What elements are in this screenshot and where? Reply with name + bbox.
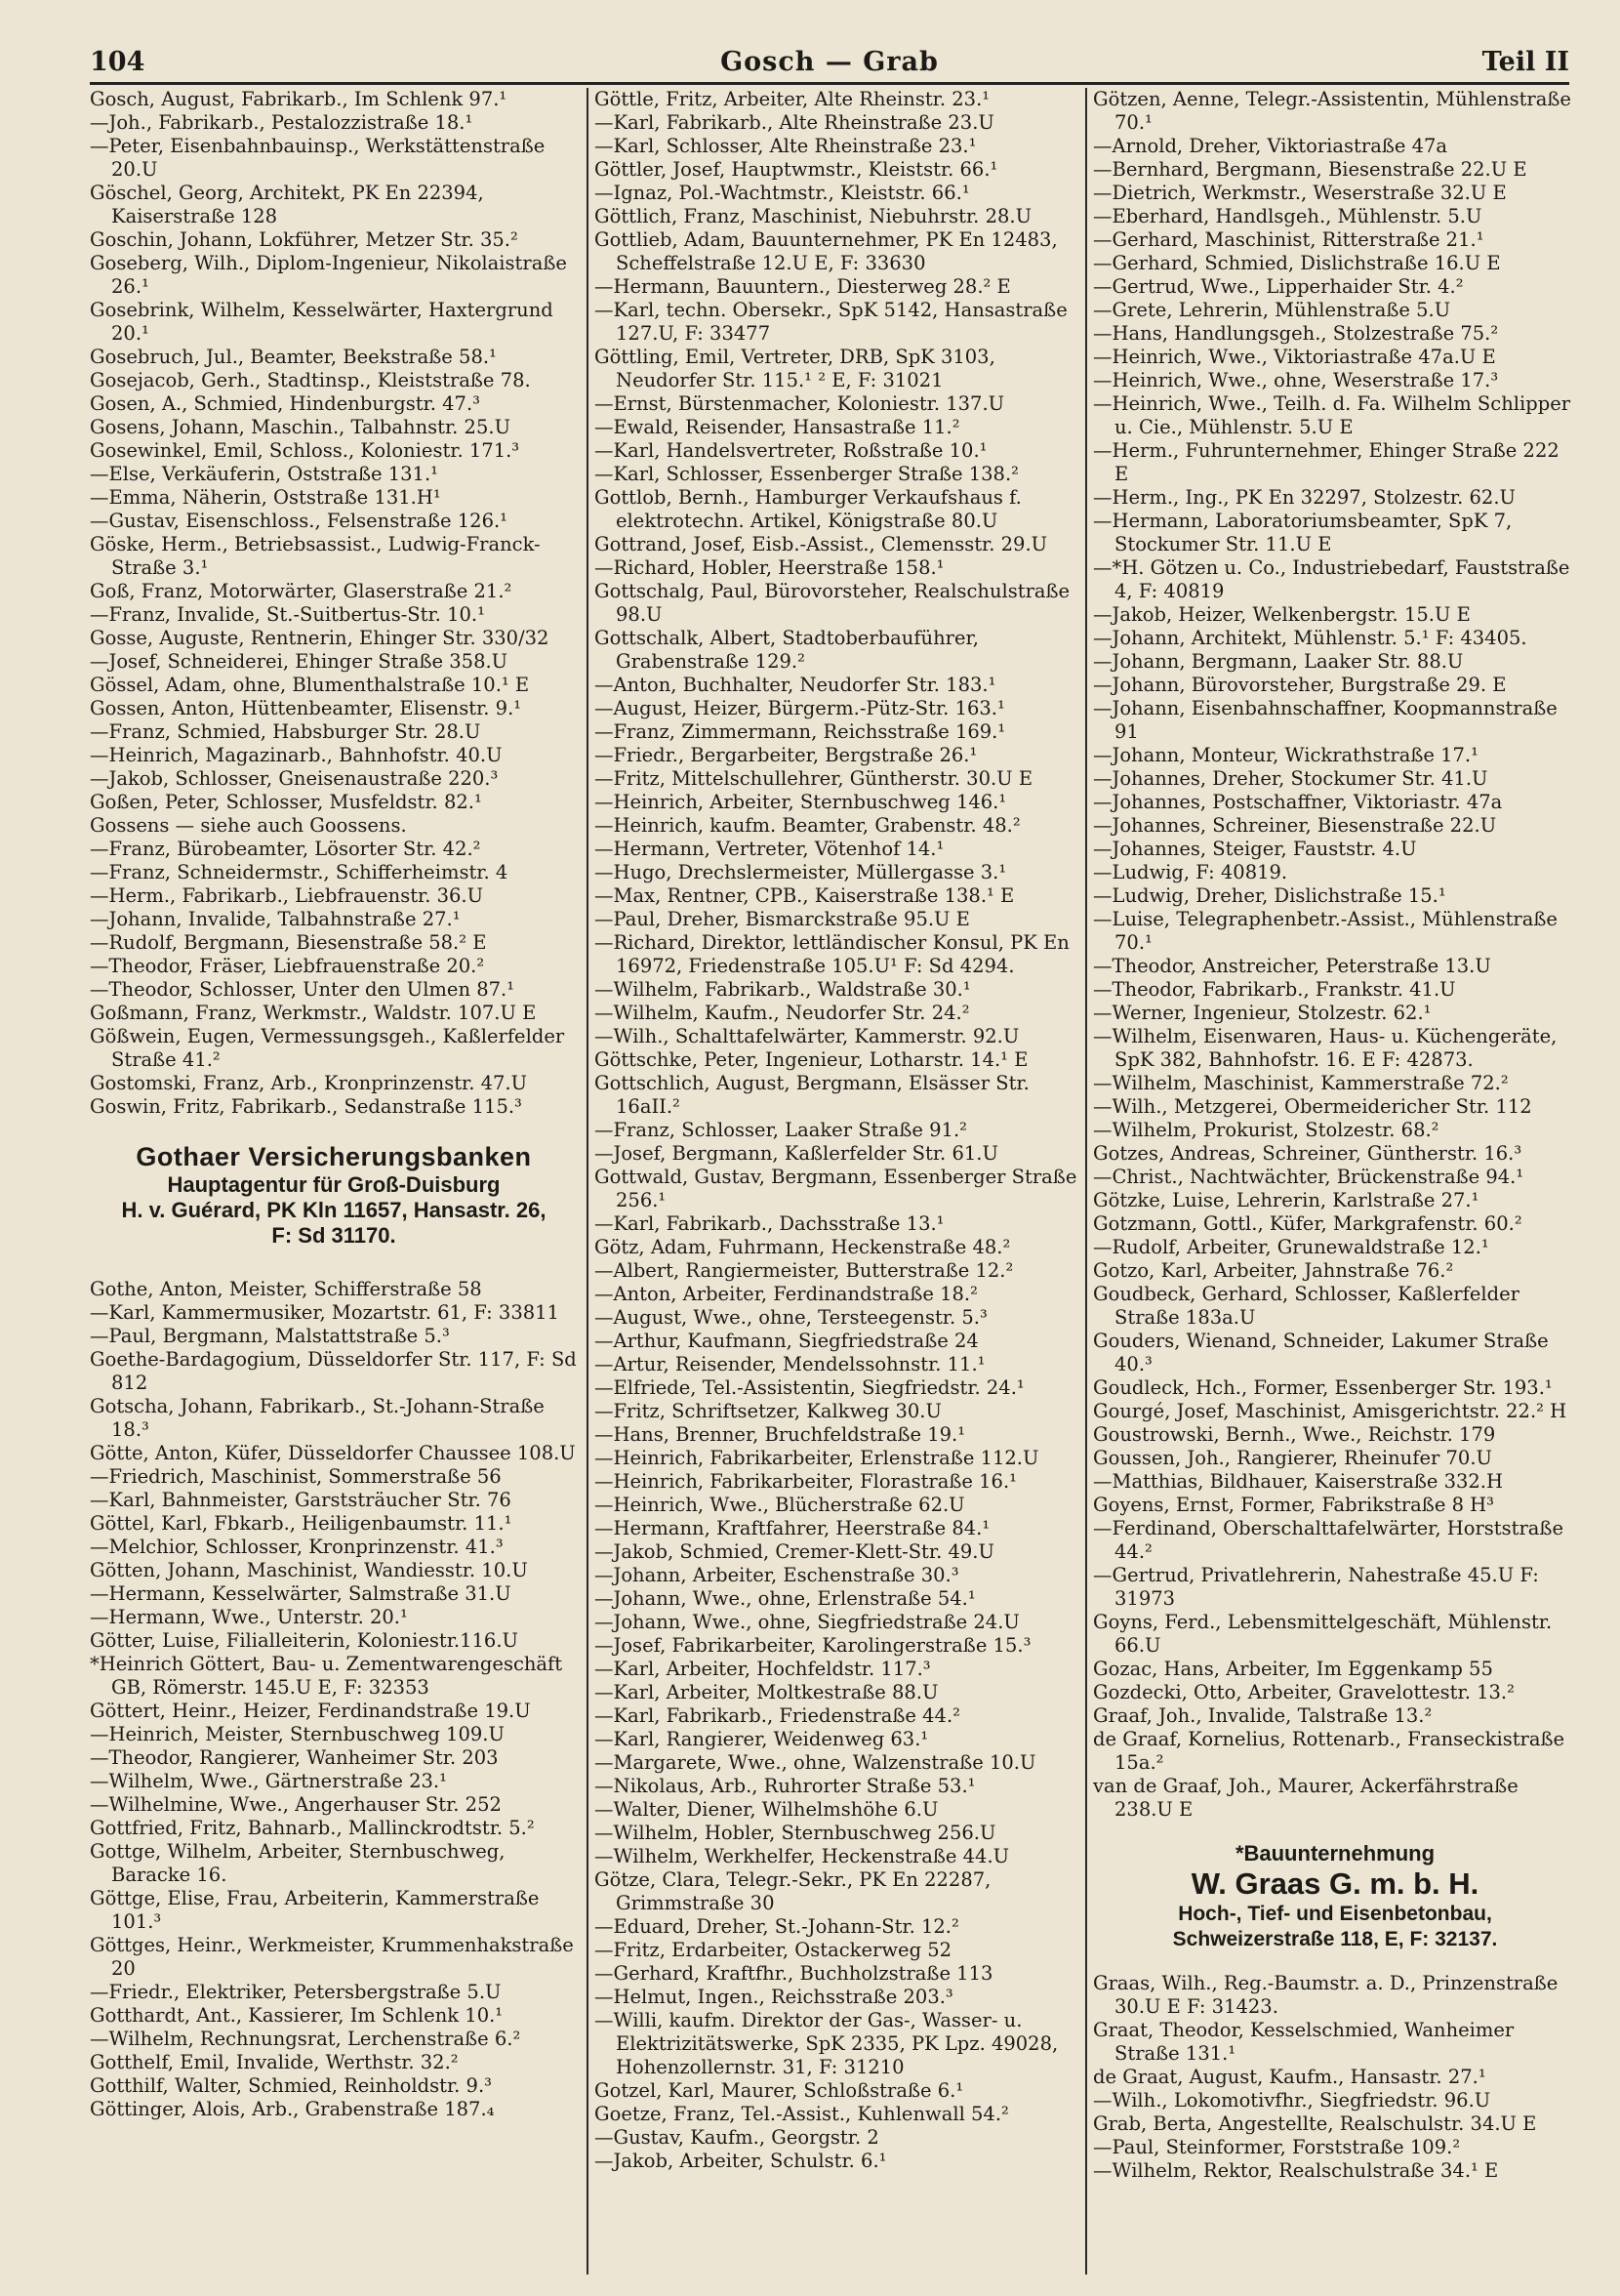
directory-entry: —Friedr., Elektriker, Petersbergstraße 5.U — [90, 1981, 502, 2003]
directory-entry: —Nikolaus, Arb., Ruhrorter Straße 53.¹ — [594, 1775, 976, 1797]
directory-entry: Grab, Berta, Angestellte, Realschulstr. 34.U E — [1093, 2112, 1537, 2135]
directory-entry: Goswin, Fritz, Fabrikarb., Sedanstraße 115.³ — [90, 1095, 522, 1118]
directory-entry: —Wilhelm, Maschinist, Kammerstraße 72.² — [1093, 1072, 1509, 1094]
directory-entry: Gosch, August, Fabrikarb., Im Schlenk 97.¹ — [90, 88, 507, 110]
directory-entry: —Franz, Schneidermstr., Schifferheimstr. 4 — [90, 861, 508, 883]
directory-entry: Graas, Wilh., Reg.-Baumstr. a. D., Prinzenstraße 30.U E F: 31423. — [1093, 1972, 1559, 2018]
column-1-entries-top — [90, 88, 578, 1119]
directory-entry: —Hermann, Wwe., Unterstr. 20.¹ — [90, 1606, 408, 1628]
directory-entry: Göttges, Heinr., Werkmeister, Krummenhakstraße 20 — [90, 1934, 574, 1980]
directory-entry: —Helmut, Ingen., Reichsstraße 203.³ — [594, 1986, 953, 2008]
directory-entry: —Anton, Arbeiter, Ferdinandstraße 18.² — [594, 1283, 978, 1305]
directory-entry: —Hans, Brenner, Bruchfeldstraße 19.¹ — [594, 1423, 966, 1446]
directory-entry: —Wilhelm, Hobler, Sternbuschweg 256.U — [594, 1822, 996, 1844]
directory-entry: Gottschalg, Paul, Bürovorsteher, Realschulstraße 98.U — [594, 580, 1071, 626]
directory-entry: —Eduard, Dreher, St.-Johann-Str. 12.² — [594, 1915, 959, 1938]
column-2-entries — [594, 88, 1080, 2173]
directory-entry: —Johann, Wwe., ohne, Siegfriedstraße 24.U — [594, 1611, 1020, 1633]
directory-entry: —Hans, Handlungsgeh., Stolzestraße 75.² — [1093, 322, 1499, 345]
directory-entry: —Franz, Invalide, St.-Suitbertus-Str. 10.¹ — [90, 603, 485, 626]
column-2 — [587, 88, 1080, 2275]
directory-entry: —Heinrich, Wwe., Viktoriastraße 47a.U E — [1093, 346, 1496, 368]
directory-entry: —Karl, Handelsvertreter, Roßstraße 10.¹ — [594, 439, 988, 462]
directory-entry: —Karl, Kammermusiker, Mozartstr. 61, F: 33811 — [90, 1301, 559, 1324]
directory-entry: Gotzmann, Gottl., Küfer, Markgrafenstr. 60.² — [1093, 1212, 1522, 1235]
ad-line: H. v. Guérard, PK Kln 11657, Hansastr. 26, — [121, 1198, 547, 1222]
directory-entry: Göttlich, Franz, Maschinist, Niebuhrstr. 28.U — [594, 205, 1033, 227]
directory-entry: —Jakob, Heizer, Welkenbergstr. 15.U E — [1093, 603, 1471, 626]
directory-entry: —Gerhard, Kraftfhr., Buchholzstraße 113 — [594, 1962, 993, 1985]
directory-entry: —Hugo, Drechslermeister, Müllergasse 3.¹ — [594, 861, 1007, 883]
directory-entry: —Heinrich, Arbeiter, Sternbuschweg 146.¹ — [594, 791, 1007, 813]
directory-entry: —Arthur, Kaufmann, Siegfriedstraße 24 — [594, 1330, 979, 1352]
directory-entry: Göttge, Elise, Frau, Arbeiterin, Kammerstraße 101.³ — [90, 1887, 540, 1933]
directory-entry: —Theodor, Fräser, Liebfrauenstraße 20.² — [90, 955, 485, 977]
directory-entry: —Franz, Bürobeamter, Lösorter Str. 42.² — [90, 838, 481, 860]
directory-entry: Götz, Adam, Fuhrmann, Heckenstraße 48.² — [594, 1236, 1011, 1258]
directory-entry: —Hermann, Kesselwärter, Salmstraße 31.U — [90, 1582, 511, 1605]
part-label: Teil II — [1481, 47, 1569, 77]
page-number: 104 — [90, 47, 145, 77]
directory-entry: —Melchior, Schlosser, Kronprinzenstr. 41.³ — [90, 1536, 504, 1558]
directory-entry: —Wilhelm, Werkhelfer, Heckenstraße 44.U — [594, 1845, 1010, 1867]
ad-line: Hoch-, Tief- und Eisenbetonbau, — [1178, 1903, 1492, 1925]
directory-entry: —Karl, techn. Obersekr., SpK 5142, Hansastraße 127.U, F: 33477 — [594, 299, 1068, 345]
directory-entry: —Dietrich, Werkmstr., Weserstraße 32.U E — [1093, 182, 1507, 204]
column-3-entries-bottom — [1093, 1972, 1577, 2183]
directory-entry: Goetze, Franz, Tel.-Assist., Kuhlenwall 54.² — [594, 2103, 1009, 2125]
directory-entry: Götze, Clara, Telegr.-Sekr., PK En 22287, Grimmstraße 30 — [594, 1868, 992, 1914]
directory-entry: —Fritz, Erdarbeiter, Ostackerweg 52 — [594, 1939, 952, 1961]
column-3 — [1085, 88, 1577, 2275]
directory-entry: —Rudolf, Arbeiter, Grunewaldstraße 12.¹ — [1093, 1236, 1489, 1258]
directory-entry: Goyens, Ernst, Former, Fabrikstraße 8 H³ — [1093, 1494, 1494, 1516]
directory-entry: Gottlob, Bernh., Hamburger Verkaufshaus f. elektrotechn. Artikel, Königstraße 80.U — [594, 486, 1022, 532]
directory-entry: —Joh., Fabrikarb., Pestalozzistraße 18.¹ — [90, 111, 473, 134]
directory-entry: Goussen, Joh., Rangierer, Rheinufer 70.U — [1093, 1447, 1492, 1469]
directory-entry: de Graaf, Kornelius, Rottenarb., Franseckistraße 15a.² — [1093, 1728, 1565, 1774]
graas-advertisement — [1093, 1841, 1577, 1952]
directory-entry: —Wilh., Schalttafelwärter, Kammerstr. 92.U — [594, 1025, 1020, 1047]
directory-entry: —Hermann, Laboratoriumsbeamter, SpK 7, Stockumer Str. 11.U E — [1093, 510, 1513, 555]
directory-entry: —Theodor, Rangierer, Wanheimer Str. 203 — [90, 1746, 499, 1769]
directory-entry: —Wilhelm, Rechnungsrat, Lerchenstraße 6.² — [90, 2028, 521, 2050]
directory-entry: —Johannes, Dreher, Stockumer Str. 41.U — [1093, 767, 1488, 790]
directory-entry: de Graat, August, Kaufm., Hansastr. 27.¹ — [1093, 2066, 1486, 2088]
directory-entry: Gottwald, Gustav, Bergmann, Essenberger Straße 256.¹ — [594, 1166, 1077, 1211]
directory-entry: —Karl, Schlosser, Essenberger Straße 138.² — [594, 463, 1019, 485]
directory-entry: Gottschlich, August, Bergmann, Elsässer Str. 16aII.² — [594, 1072, 1030, 1118]
directory-entry: —Wilhelm, Wwe., Gärtnerstraße 23.¹ — [90, 1770, 447, 1792]
directory-entry: Göschel, Georg, Architekt, PK En 22394, Kaiserstraße 128 — [90, 182, 484, 227]
directory-entry: —Johann, Architekt, Mühlenstr. 5.¹ F: 43405. — [1093, 627, 1527, 649]
ad-title: W. Graas G. m. b. H. — [1191, 1866, 1479, 1901]
directory-entry: —Heinrich, Fabrikarbeiter, Florastraße 16.¹ — [594, 1470, 1017, 1493]
directory-entry: —Theodor, Fabrikarb., Frankstr. 41.U — [1093, 978, 1456, 1001]
directory-entry: —Fritz, Mittelschullehrer, Güntherstr. 30.U E — [594, 767, 1033, 790]
directory-entry: —Matthias, Bildhauer, Kaiserstraße 332.H — [1093, 1470, 1504, 1493]
directory-entry: —Franz, Schmied, Habsburger Str. 28.U — [90, 720, 481, 743]
directory-entry: Gosens, Johann, Maschin., Talbahnstr. 25.U — [90, 416, 510, 438]
directory-entry: —Herm., Fabrikarb., Liebfrauenstr. 36.U — [90, 884, 484, 907]
directory-entry: —Christ., Nachtwächter, Brückenstraße 94.¹ — [1093, 1166, 1524, 1188]
ad-title: Gothaer Versicherungsbanken — [136, 1142, 532, 1171]
directory-entry: —Eberhard, Handlsgeh., Mühlenstr. 5.U — [1093, 205, 1482, 227]
directory-entry: —Johann, Arbeiter, Eschenstraße 30.³ — [594, 1564, 959, 1586]
directory-entry: Gößwein, Eugen, Vermessungsgeh., Kaßlerfelder Straße 41.² — [90, 1025, 565, 1071]
directory-entry: Gozac, Hans, Arbeiter, Im Eggenkamp 55 — [1093, 1658, 1493, 1680]
directory-entry: —Jakob, Arbeiter, Schulstr. 6.¹ — [594, 2150, 887, 2172]
directory-entry: —Arnold, Dreher, Viktoriastraße 47a — [1093, 135, 1448, 157]
directory-entry: —Margarete, Wwe., ohne, Walzenstraße 10.U — [594, 1751, 1036, 1774]
directory-entry: —Karl, Fabrikarb., Alte Rheinstraße 23.U — [594, 111, 994, 134]
directory-entry: —Johannes, Postschaffner, Viktoriastr. 47a — [1093, 791, 1503, 813]
directory-entry: —Wilh., Lokomotivfhr., Siegfriedstr. 96.U — [1093, 2089, 1491, 2112]
directory-entry: —Karl, Rangierer, Weidenweg 63.¹ — [594, 1728, 929, 1750]
directory-entry: Gossens — siehe auch Goossens. — [90, 814, 407, 837]
directory-entry: Göske, Herm., Betriebsassist., Ludwig-Franck-Straße 3.¹ — [90, 533, 541, 579]
directory-entry: —Gerhard, Schmied, Dislichstraße 16.U E — [1093, 252, 1501, 274]
directory-entry: —Gustav, Eisenschloss., Felsenstraße 126.¹ — [90, 510, 507, 532]
directory-entry: —Hermann, Bauuntern., Diesterweg 28.² E — [594, 275, 1011, 298]
directory-entry: Gouders, Wienand, Schneider, Lakumer Straße 40.³ — [1093, 1330, 1549, 1375]
directory-entry: —*H. Götzen u. Co., Industriebedarf, Fauststraße 4, F: 40819 — [1093, 556, 1570, 602]
directory-entry: Goß, Franz, Motorwärter, Glaserstraße 21.² — [90, 580, 512, 602]
directory-entry: Götzen, Aenne, Telegr.-Assistentin, Mühlenstraße 70.¹ — [1093, 88, 1571, 134]
directory-entry: —Wilhelm, Prokurist, Stolzestr. 68.² — [1093, 1119, 1439, 1141]
directory-entry: —Karl, Arbeiter, Moltkestraße 88.U — [594, 1681, 939, 1703]
directory-entry: —Karl, Fabrikarb., Dachsstraße 13.¹ — [594, 1212, 945, 1235]
directory-entry: —Willi, kaufm. Direktor der Gas-, Wasser- u. Elektrizitätswerke, SpK 2335, PK Lpz. 49028, Hohenzollernstr. 31, F: 31210 — [594, 2009, 1059, 2078]
directory-entry: —Richard, Direktor, lettländischer Konsul, PK En 16972, Friedenstraße 105.U¹ F: Sd 4294. — [594, 931, 1070, 977]
directory-entry: Gotzo, Karl, Arbeiter, Jahnstraße 76.² — [1093, 1259, 1454, 1282]
column-1-entries-bottom — [90, 1278, 578, 2121]
directory-entry: van de Graaf, Joh., Maurer, Ackerfährstraße 238.U E — [1093, 1775, 1519, 1821]
directory-entry: —Grete, Lehrerin, Mühlenstraße 5.U — [1093, 299, 1451, 321]
directory-entry: —Paul, Bergmann, Malstattstraße 5.³ — [90, 1325, 450, 1347]
directory-entry: —Karl, Arbeiter, Hochfeldstr. 117.³ — [594, 1658, 931, 1680]
directory-entry: —Luise, Telegraphenbetr.-Assist., Mühlenstraße 70.¹ — [1093, 908, 1558, 954]
directory-entry: —Ferdinand, Oberschalttafelwärter, Horststraße 44.² — [1093, 1517, 1563, 1563]
directory-entry: Gosejacob, Gerh., Stadtinsp., Kleiststraße 78. — [90, 369, 531, 391]
directory-entry: —Herm., Fuhrunternehmer, Ehinger Straße 222 E — [1093, 439, 1559, 485]
directory-entry: —Heinrich, Magazinarb., Bahnhofstr. 40.U — [90, 744, 503, 766]
directory-entry: Graat, Theodor, Kesselschmied, Wanheimer Straße 131.¹ — [1093, 2019, 1515, 2065]
directory-entry: Götter, Luise, Filialleiterin, Koloniestr.116.U — [90, 1629, 518, 1652]
directory-entry: Götte, Anton, Küfer, Düsseldorfer Chaussee 108.U — [90, 1442, 576, 1464]
page-range-title: Gosch — Grab — [720, 47, 939, 77]
directory-entry: —August, Wwe., ohne, Tersteegenstr. 5.³ — [594, 1306, 988, 1329]
directory-entry: *Heinrich Göttert, Bau- u. Zementwarengeschäft GB, Römerstr. 145.U E, F: 32353 — [90, 1653, 563, 1699]
directory-entry: Goschin, Johann, Lokführer, Metzer Str. 35.² — [90, 228, 518, 251]
directory-entry: —Heinrich, Wwe., Teilh. d. Fa. Wilhelm Schlipper u. Cie., Mühlenstr. 5.U E — [1093, 392, 1571, 438]
directory-entry: —Johann, Wwe., ohne, Erlenstraße 54.¹ — [594, 1587, 976, 1610]
directory-entry: Gottschalk, Albert, Stadtoberbauführer, Grabenstraße 129.² — [594, 627, 979, 673]
directory-entry: —Gertrud, Wwe., Lipperhaider Str. 4.² — [1093, 275, 1464, 298]
directory-entry: Götzke, Luise, Lehrerin, Karlstraße 27.¹ — [1093, 1189, 1479, 1211]
directory-entry: —Hermann, Vertreter, Vötenhof 14.¹ — [594, 838, 945, 860]
directory-entry: Goßmann, Franz, Werkmstr., Waldstr. 107.U E — [90, 1002, 537, 1024]
directory-entry: —Gerhard, Maschinist, Ritterstraße 21.¹ — [1093, 228, 1484, 251]
directory-entry: —Wilhelm, Kaufm., Neudorfer Str. 24.² — [594, 1002, 970, 1024]
column-1 — [90, 88, 578, 2275]
directory-entry: —Paul, Steinformer, Forststraße 109.² — [1093, 2136, 1461, 2158]
directory-entry: —Artur, Reisender, Mendelssohnstr. 11.¹ — [594, 1353, 986, 1375]
directory-entry: —Paul, Dreher, Bismarckstraße 95.U E — [594, 908, 970, 930]
directory-entry: —Wilhelmine, Wwe., Angerhauser Str. 252 — [90, 1793, 502, 1816]
directory-entry: —Johann, Bergmann, Laaker Str. 88.U — [1093, 650, 1464, 673]
directory-entry: —Johann, Invalide, Talbahnstraße 27.¹ — [90, 908, 461, 930]
directory-entry: —Gustav, Kaufm., Georgstr. 2 — [594, 2126, 879, 2149]
directory-entry: Göttinger, Alois, Arb., Grabenstraße 187.₄ — [90, 2098, 495, 2120]
gothaer-advertisement — [90, 1142, 578, 1249]
directory-entry: —Friedrich, Maschinist, Sommerstraße 56 — [90, 1465, 502, 1488]
directory-entry: Göttel, Karl, Fbkarb., Heiligenbaumstr. 11.¹ — [90, 1512, 512, 1535]
directory-entry: Gottlieb, Adam, Bauunternehmer, PK En 12483, Scheffelstraße 12.U E, F: 33630 — [594, 228, 1058, 274]
directory-entry: —Anton, Buchhalter, Neudorfer Str. 183.¹ — [594, 674, 996, 696]
directory-entry: Gosebrink, Wilhelm, Kesselwärter, Haxtergrund 20.¹ — [90, 299, 553, 345]
directory-entry: —Max, Rentner, CPB., Kaiserstraße 138.¹ E — [594, 884, 1015, 907]
directory-entry: —Emma, Näherin, Oststraße 131.H¹ — [90, 486, 441, 509]
directory-entry: Götten, Johann, Maschinist, Wandiesstr. 10.U — [90, 1559, 528, 1581]
directory-entry: Gotzes, Andreas, Schreiner, Güntherstr. 16.³ — [1093, 1142, 1522, 1165]
directory-entry: —Theodor, Anstreicher, Peterstraße 13.U — [1093, 955, 1491, 977]
directory-entry: —Rudolf, Bergmann, Biesenstraße 58.² E — [90, 931, 487, 954]
directory-entry: —Heinrich, Wwe., ohne, Weserstraße 17.³ — [1093, 369, 1499, 391]
directory-entry: —Elfriede, Tel.-Assistentin, Siegfriedstr. 24.¹ — [594, 1376, 1025, 1399]
directory-entry: Gosebruch, Jul., Beamter, Beekstraße 58.¹ — [90, 346, 497, 368]
directory-entry: Gottfried, Fritz, Bahnarb., Mallinckrodtstr. 5.² — [90, 1817, 535, 1839]
directory-entry: Gozdecki, Otto, Arbeiter, Gravelottestr. 13.² — [1093, 1681, 1515, 1703]
directory-entry: Goyns, Ferd., Lebensmittelgeschäft, Mühlenstr. 66.U — [1093, 1611, 1553, 1657]
directory-entry: —Karl, Bahnmeister, Garststräucher Str. 76 — [90, 1489, 511, 1511]
directory-entry: Göttling, Emil, Vertreter, DRB, SpK 3103, Neudorfer Str. 115.¹ ² E, F: 31021 — [594, 346, 995, 391]
directory-entry: —Wilhelm, Eisenwaren, Haus- u. Küchengeräte, SpK 382, Bahnhofstr. 16. E F: 42873. — [1093, 1025, 1558, 1071]
directory-entry: Göttle, Fritz, Arbeiter, Alte Rheinstr. 23.¹ — [594, 88, 991, 110]
ad-line: F: Sd 31170. — [271, 1223, 396, 1248]
directory-entry: Gössel, Adam, ohne, Blumenthalstraße 10.¹ E — [90, 674, 530, 696]
directory-entry: —Wilh., Metzgerei, Obermeidericher Str. 112 — [1093, 1095, 1532, 1118]
directory-entry: —Else, Verkäuferin, Oststraße 131.¹ — [90, 463, 438, 485]
directory-entry: —Walter, Diener, Wilhelmshöhe 6.U — [594, 1798, 939, 1821]
column-3-entries-top — [1093, 88, 1577, 1822]
directory-entry: Gotscha, Johann, Fabrikarb., St.-Johann-Straße 18.³ — [90, 1395, 545, 1441]
directory-entry: —Heinrich, Fabrikarbeiter, Erlenstraße 112.U — [594, 1447, 1039, 1469]
directory-entry: —Wilhelm, Fabrikarb., Waldstraße 30.¹ — [594, 978, 971, 1001]
directory-entry: —Heinrich, kaufm. Beamter, Grabenstr. 48.² — [594, 814, 1021, 837]
directory-entry: Goßen, Peter, Schlosser, Musfeldstr. 82.¹ — [90, 791, 482, 813]
directory-entry: Gottrand, Josef, Eisb.-Assist., Clemensstr. 29.U — [594, 533, 1048, 555]
directory-entry: Göttler, Josef, Hauptwmstr., Kleiststr. 66.¹ — [594, 158, 998, 181]
directory-entry: —Friedr., Bergarbeiter, Bergstraße 26.¹ — [594, 744, 978, 766]
directory-entry: —Gertrud, Privatlehrerin, Nahestraße 45.U F: 31973 — [1093, 1564, 1539, 1610]
directory-entry: Gosen, A., Schmied, Hindenburgstr. 47.³ — [90, 392, 480, 415]
directory-entry: Gotthardt, Ant., Kassierer, Im Schlenk 10.¹ — [90, 2004, 504, 2027]
directory-entry: Gosse, Auguste, Rentnerin, Ehinger Str. 330/32 — [90, 627, 549, 649]
directory-entry: Goethe-Bardagogium, Düsseldorfer Str. 117, F: Sd 812 — [90, 1348, 577, 1394]
directory-entry: —Karl, Schlosser, Alte Rheinstraße 23.¹ — [594, 135, 977, 157]
ad-line: Hauptagentur für Groß-Duisburg — [167, 1172, 501, 1197]
directory-entry: —Fritz, Schriftsetzer, Kalkweg 30.U — [594, 1400, 942, 1422]
directory-entry: —Albert, Rangiermeister, Butterstraße 12.² — [594, 1259, 1014, 1282]
directory-entry: —Theodor, Schlosser, Unter den Ulmen 87.¹ — [90, 978, 515, 1001]
directory-entry: —Josef, Schneiderei, Ehinger Straße 358.U — [90, 650, 508, 673]
directory-entry: —Ludwig, F: 40819. — [1093, 861, 1288, 883]
directory-entry: —Josef, Fabrikarbeiter, Karolingerstraße 15.³ — [594, 1634, 1032, 1657]
directory-entry: —Johannes, Schreiner, Biesenstraße 22.U — [1093, 814, 1497, 837]
directory-entry: Gourgé, Josef, Maschinist, Amisgerichtstr. 22.² H — [1093, 1400, 1567, 1422]
directory-entry: —Werner, Ingenieur, Stolzestr. 62.¹ — [1093, 1002, 1432, 1024]
directory-entry: Gotthilf, Walter, Schmied, Reinholdstr. 9.³ — [90, 2074, 492, 2097]
directory-entry: Göttert, Heinr., Heizer, Ferdinandstraße 19.U — [90, 1700, 531, 1722]
directory-entry: Gotzel, Karl, Maurer, Schloßstraße 6.¹ — [594, 2079, 964, 2102]
directory-entry: Gothe, Anton, Meister, Schifferstraße 58 — [90, 1278, 482, 1300]
directory-entry: —Ludwig, Dreher, Dislichstraße 15.¹ — [1093, 884, 1446, 907]
directory-entry: —Ignaz, Pol.-Wachtmstr., Kleiststr. 66.¹ — [594, 182, 970, 204]
directory-entry: Goudleck, Hch., Former, Essenberger Str. 193.¹ — [1093, 1376, 1553, 1399]
ad-line: Schweizerstraße 118, E, F: 32137. — [1172, 1928, 1498, 1950]
directory-entry: Graaf, Joh., Invalide, Talstraße 13.² — [1093, 1704, 1433, 1727]
directory-entry: Göttschke, Peter, Ingenieur, Lotharstr. 14.¹ E — [594, 1048, 1029, 1071]
directory-entry: —Heinrich, Wwe., Blücherstraße 62.U — [594, 1494, 965, 1516]
directory-entry: —Herm., Ing., PK En 32297, Stolzestr. 62.U — [1093, 486, 1516, 509]
directory-entry: —Johannes, Steiger, Fauststr. 4.U — [1093, 838, 1417, 860]
directory-entry: —Johann, Eisenbahnschaffner, Koopmannstraße 91 — [1093, 697, 1558, 743]
directory-entry: Gostomski, Franz, Arb., Kronprinzenstr. 47.U — [90, 1072, 528, 1094]
directory-entry: —Hermann, Kraftfahrer, Heerstraße 84.¹ — [594, 1517, 991, 1539]
directory-entry: Goseberg, Wilh., Diplom-Ingenieur, Nikolaistraße 26.¹ — [90, 252, 567, 298]
directory-entry: —Franz, Zimmermann, Reichsstraße 169.¹ — [594, 720, 1006, 743]
directory-entry: Gosewinkel, Emil, Schloss., Koloniestr. 171.³ — [90, 439, 520, 462]
directory-entry: —Ernst, Bürstenmacher, Koloniestr. 137.U — [594, 392, 1005, 415]
directory-entry: —Johann, Bürovorsteher, Burgstraße 29. E — [1093, 674, 1507, 696]
directory-entry: —Bernhard, Bergmann, Biesenstraße 22.U E — [1093, 158, 1527, 181]
directory-entry: —Karl, Fabrikarb., Friedenstraße 44.² — [594, 1704, 960, 1727]
directory-entry: Goudbeck, Gerhard, Schlosser, Kaßlerfelder Straße 183a.U — [1093, 1283, 1519, 1329]
directory-entry: —Franz, Schlosser, Laaker Straße 91.² — [594, 1119, 967, 1141]
directory-entry: —Jakob, Schlosser, Gneisenaustraße 220.³ — [90, 767, 499, 790]
directory-entry: Goustrowski, Bernh., Wwe., Reichstr. 179 — [1093, 1423, 1496, 1446]
directory-entry: —Ewald, Reisender, Hansastraße 11.² — [594, 416, 960, 438]
page-header — [90, 43, 1569, 85]
directory-entry: Gottge, Wilhelm, Arbeiter, Sternbuschweg, Baracke 16. — [90, 1840, 506, 1886]
directory-entry: —Richard, Hobler, Heerstraße 158.¹ — [594, 556, 945, 579]
directory-entry: Gossen, Anton, Hüttenbeamter, Elisenstr. 9.¹ — [90, 697, 522, 719]
directory-entry: —Johann, Monteur, Wickrathstraße 17.¹ — [1093, 744, 1478, 766]
directory-entry: —Wilhelm, Rektor, Realschulstraße 34.¹ E — [1093, 2159, 1499, 2182]
directory-entry: —Heinrich, Meister, Sternbuschweg 109.U — [90, 1723, 505, 1745]
ad-pre: *Bauunternehmung — [1235, 1841, 1436, 1866]
directory-entry: Gotthelf, Emil, Invalide, Werthstr. 32.² — [90, 2051, 459, 2073]
directory-entry: —Jakob, Schmied, Cremer-Klett-Str. 49.U — [594, 1540, 994, 1563]
directory-entry: —Peter, Eisenbahnbauinsp., Werkstättenstraße 20.U — [90, 135, 546, 181]
directory-entry: —Josef, Bergmann, Kaßlerfelder Str. 61.U — [594, 1142, 998, 1165]
directory-entry: —August, Heizer, Bürgerm.-Pütz-Str. 163.¹ — [594, 697, 1005, 719]
